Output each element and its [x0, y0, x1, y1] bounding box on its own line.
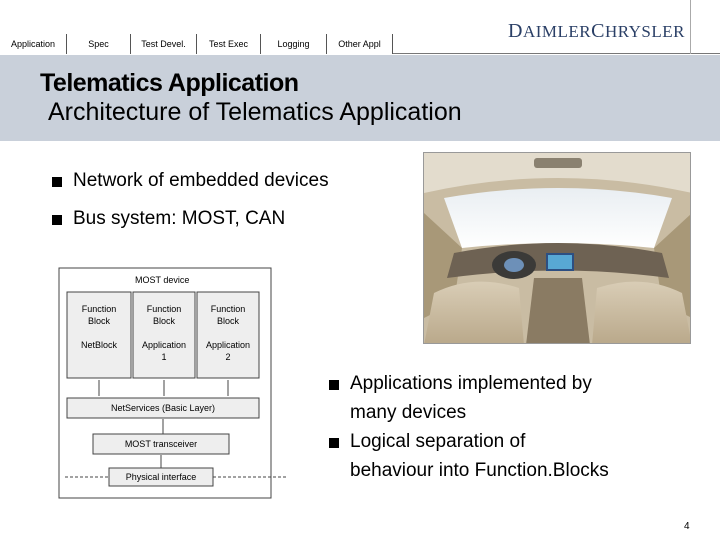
bullet-bus-system: Bus system: MOST, CAN [73, 208, 286, 229]
block-1-line-2: Block [87, 316, 111, 326]
logo-initial-d: D [508, 20, 523, 42]
block-2-line-2: Block [152, 316, 176, 326]
logo-initial-c: C [591, 20, 605, 42]
tab-other-appl[interactable]: Other Appl [327, 34, 393, 54]
bullet-network: Network of embedded devices [73, 170, 329, 191]
diagram-title: MOST device [135, 275, 190, 285]
tab-logging[interactable]: Logging [261, 34, 327, 54]
logo-text-hrysler: HRYSLER [604, 22, 685, 41]
block-1-line-1: Function [81, 304, 117, 314]
logo-text-aimler: AIMLER [522, 22, 592, 41]
bullet-logical-line-2: behaviour into Function.Blocks [350, 460, 609, 481]
daimlerchrysler-logo [508, 20, 685, 43]
block-3-line-4: 2 [225, 352, 231, 362]
bullet-logical-line-1: Logical separation of [350, 431, 526, 452]
car-interior-photo [423, 152, 691, 344]
bullet-marker [329, 380, 339, 390]
nav-tabs [0, 34, 393, 54]
tab-application[interactable]: Application [0, 34, 67, 54]
block-3-line-1: Function [210, 304, 246, 314]
header-divider [393, 53, 720, 54]
page-title: Telematics Application [40, 69, 299, 97]
bullet-applications-line-2: many devices [350, 402, 467, 423]
block-3-line-3: Application [205, 340, 251, 350]
physical-interface-label: Physical interface [125, 472, 197, 482]
tab-test-devel[interactable]: Test Devel. [131, 34, 197, 54]
bullet-marker [52, 177, 62, 187]
page-number: 4 [684, 521, 690, 532]
bullet-applications-line-1: Applications implemented by [350, 373, 592, 394]
header-vertical-divider [690, 0, 691, 54]
tab-spec[interactable]: Spec [67, 34, 131, 54]
block-2-line-1: Function [146, 304, 182, 314]
page-subtitle: Architecture of Telematics Application [48, 98, 462, 126]
block-3-line-2: Block [216, 316, 240, 326]
bullet-marker [329, 438, 339, 448]
netservices-label: NetServices (Basic Layer) [110, 403, 216, 413]
bullet-marker [52, 215, 62, 225]
block-1-line-3: NetBlock [80, 340, 118, 350]
most-device-diagram [55, 262, 295, 538]
block-2-line-3: Application [141, 340, 187, 350]
transceiver-label: MOST transceiver [124, 439, 198, 449]
tab-test-exec[interactable]: Test Exec [197, 34, 261, 54]
block-2-line-4: 1 [161, 352, 167, 362]
